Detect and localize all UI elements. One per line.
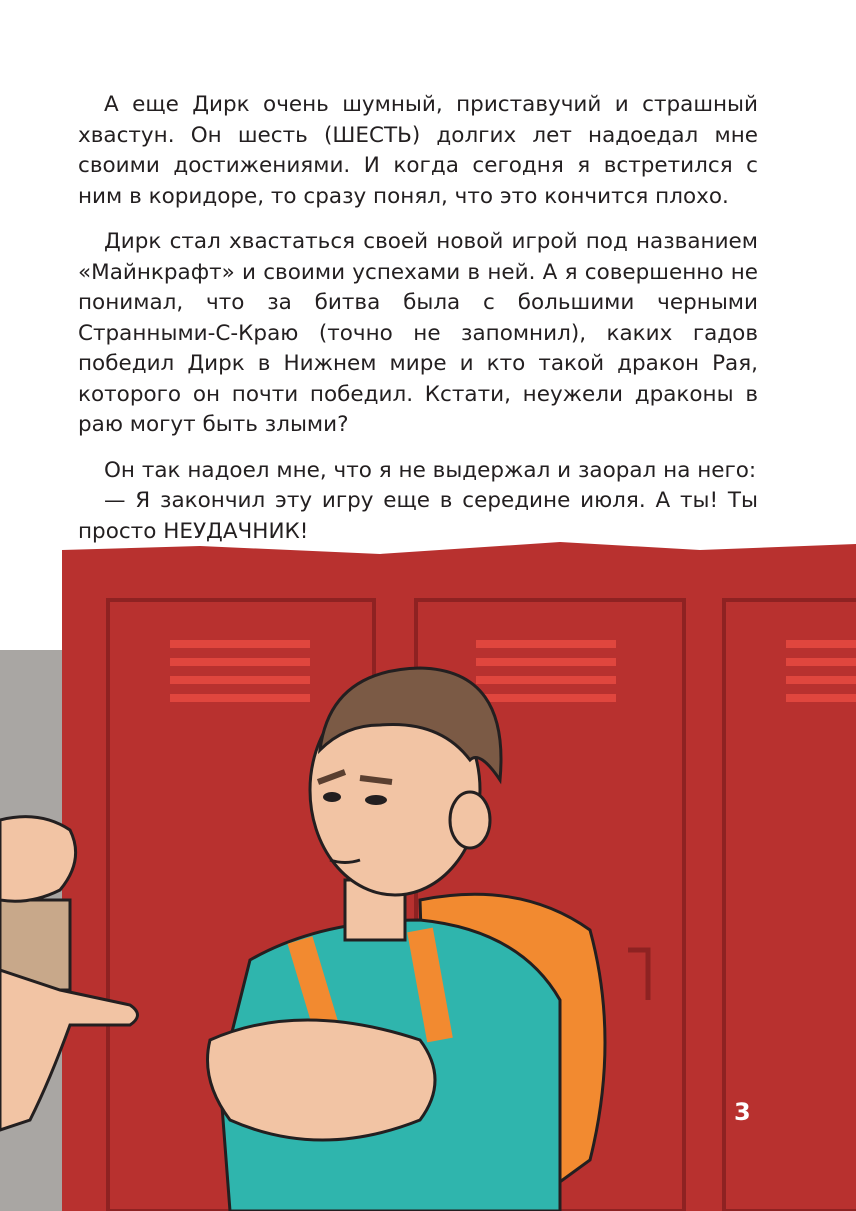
paragraph-1: А еще Дирк очень шумный, приставучий и страшный хвастун. Он шесть (ШЕСТЬ) долгих лет надоедал мне своими достижениями. И когда сегодня я встретился с ним в коридоре, то сразу понял, что это кончится плохо. [78,92,758,209]
boy-ear [450,792,490,848]
paragraph-4: — Я закончил эту игру еще в середине июля. А ты! Ты просто НЕУДАЧНИК! [78,488,758,544]
lockers-illustration [0,520,856,1211]
boy-eye-left [323,792,341,802]
paragraph-2: Дирк стал хвастаться своей новой игрой под названием «Майнкрафт» и своими успехами в ней. А я совершенно не понимал, что за битва была с большими черными Странными-С-Краю (точно не запомнил), каких гадов победил Дирк в Нижнем мире и кто такой дракон Рая, которого он почти победил. Кстати, неужели драконы в раю могут быть злыми? [78,229,758,437]
crossed-arms [208,1020,436,1140]
body-text [78,90,758,547]
page-number: 3 [734,1098,751,1126]
paragraph-3: Он так надоел мне, что я не выдержал и заорал на него: [104,457,757,483]
boy-eye-right [365,795,387,805]
